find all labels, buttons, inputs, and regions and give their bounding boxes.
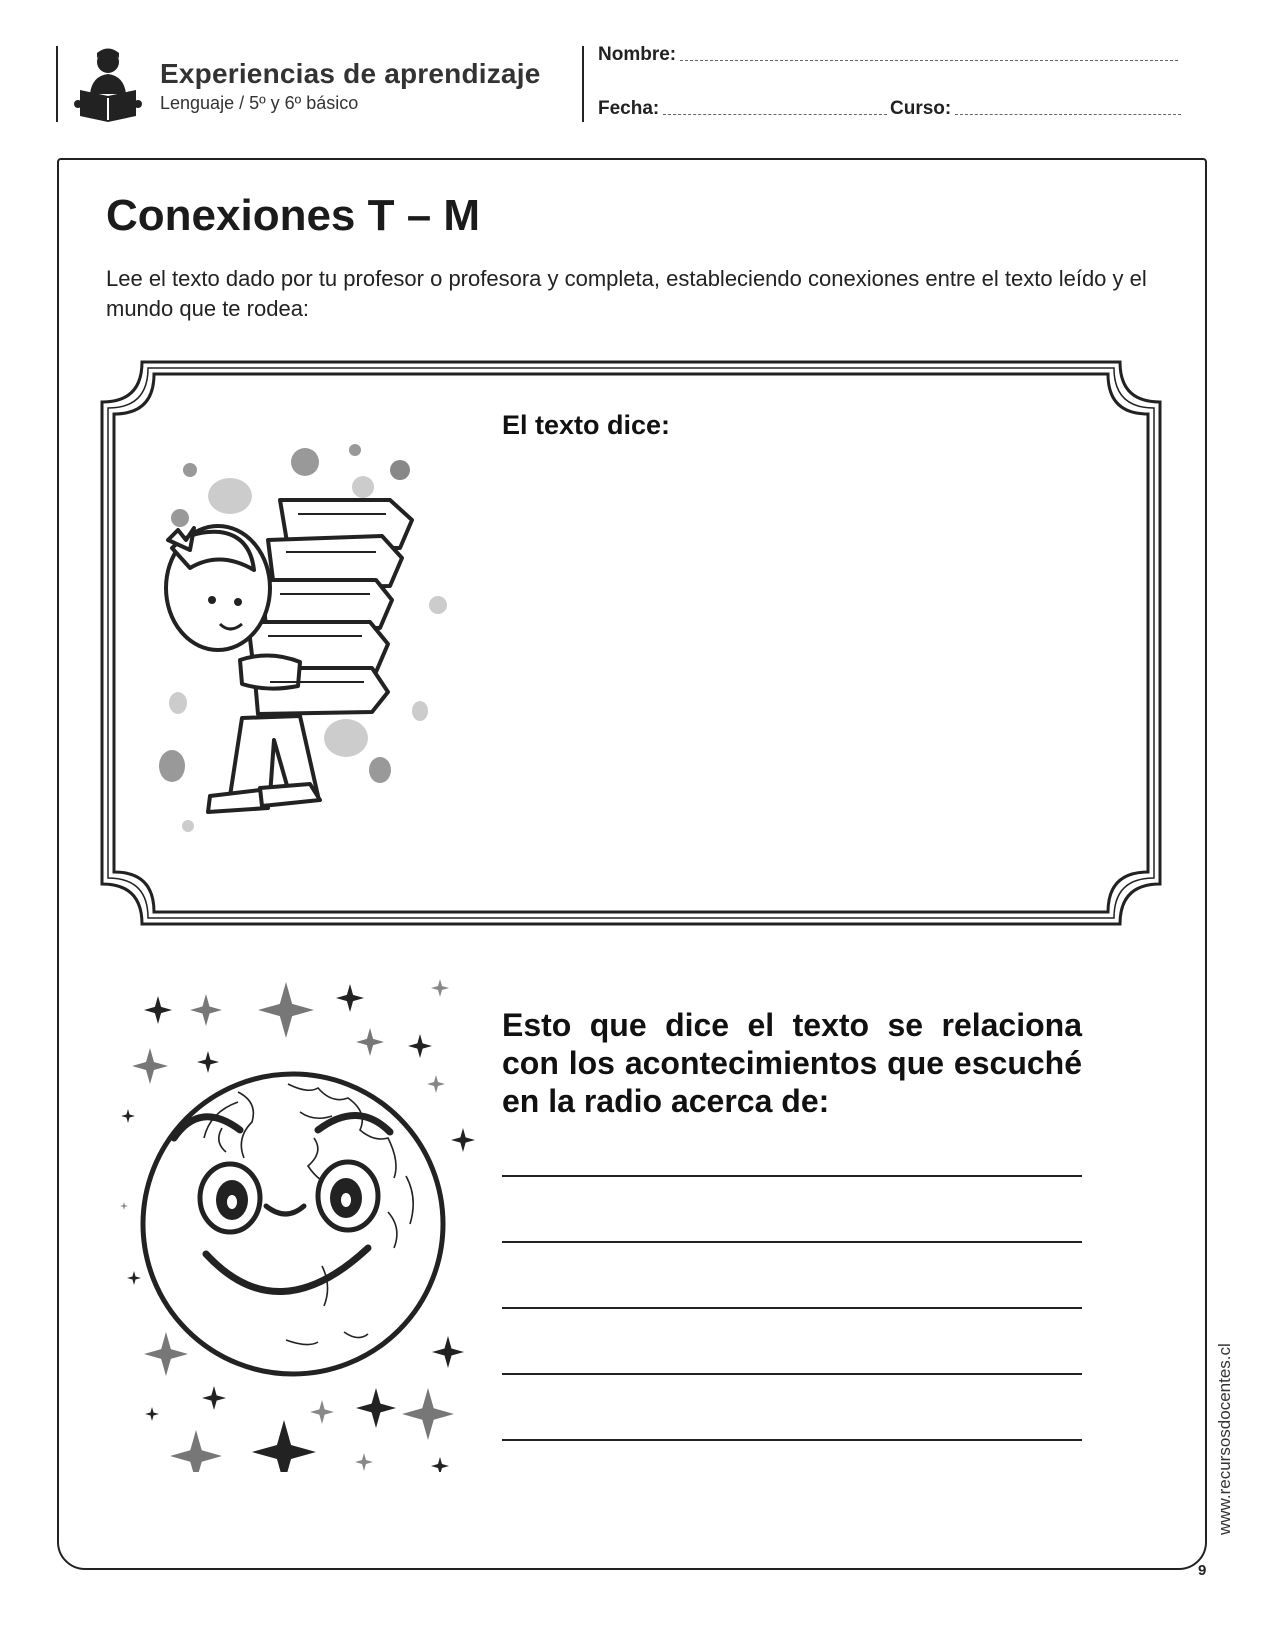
connection-prompt: Esto que dice el texto se relaciona con los acontecimientos que escuché en la radio acerca de: [502, 1007, 1082, 1119]
reader-logo-icon [72, 44, 144, 124]
course-label: Curso: [890, 98, 952, 119]
box-heading: El texto dice: [502, 410, 671, 440]
answer-line[interactable] [502, 1373, 1082, 1375]
name-blank[interactable] [680, 60, 1178, 61]
date-field[interactable] [598, 98, 887, 120]
date-blank[interactable] [663, 114, 887, 115]
header-left-rule [56, 46, 58, 122]
course-blank[interactable] [955, 114, 1181, 115]
course-field[interactable] [890, 98, 1181, 120]
answer-line[interactable] [502, 1175, 1082, 1177]
header-middle-rule [582, 46, 584, 122]
header-subtitle: Lenguaje / 5º y 6º básico [160, 93, 359, 113]
name-field[interactable] [598, 44, 1178, 66]
website-credit [1215, 1335, 1235, 1535]
header-title: Experiencias de aprendizaje [160, 58, 541, 89]
answer-line[interactable] [502, 1307, 1082, 1309]
worksheet-title: Conexiones T – M [106, 191, 481, 240]
date-label: Fecha: [598, 98, 660, 119]
page-number: 9 [1198, 1562, 1207, 1579]
smiling-globe-illustration [118, 962, 488, 1472]
answer-line[interactable] [502, 1439, 1082, 1441]
answer-line[interactable] [502, 1241, 1082, 1243]
instructions-text: Lee el texto dado por tu profesor o profesora y completa, estableciendo conexiones entre el texto leído y el mundo que te rodea: [106, 266, 1147, 321]
boy-with-books-illustration [150, 440, 460, 850]
name-label: Nombre: [598, 44, 677, 65]
website-text: www.recursosdocentes.cl [1215, 1343, 1234, 1535]
